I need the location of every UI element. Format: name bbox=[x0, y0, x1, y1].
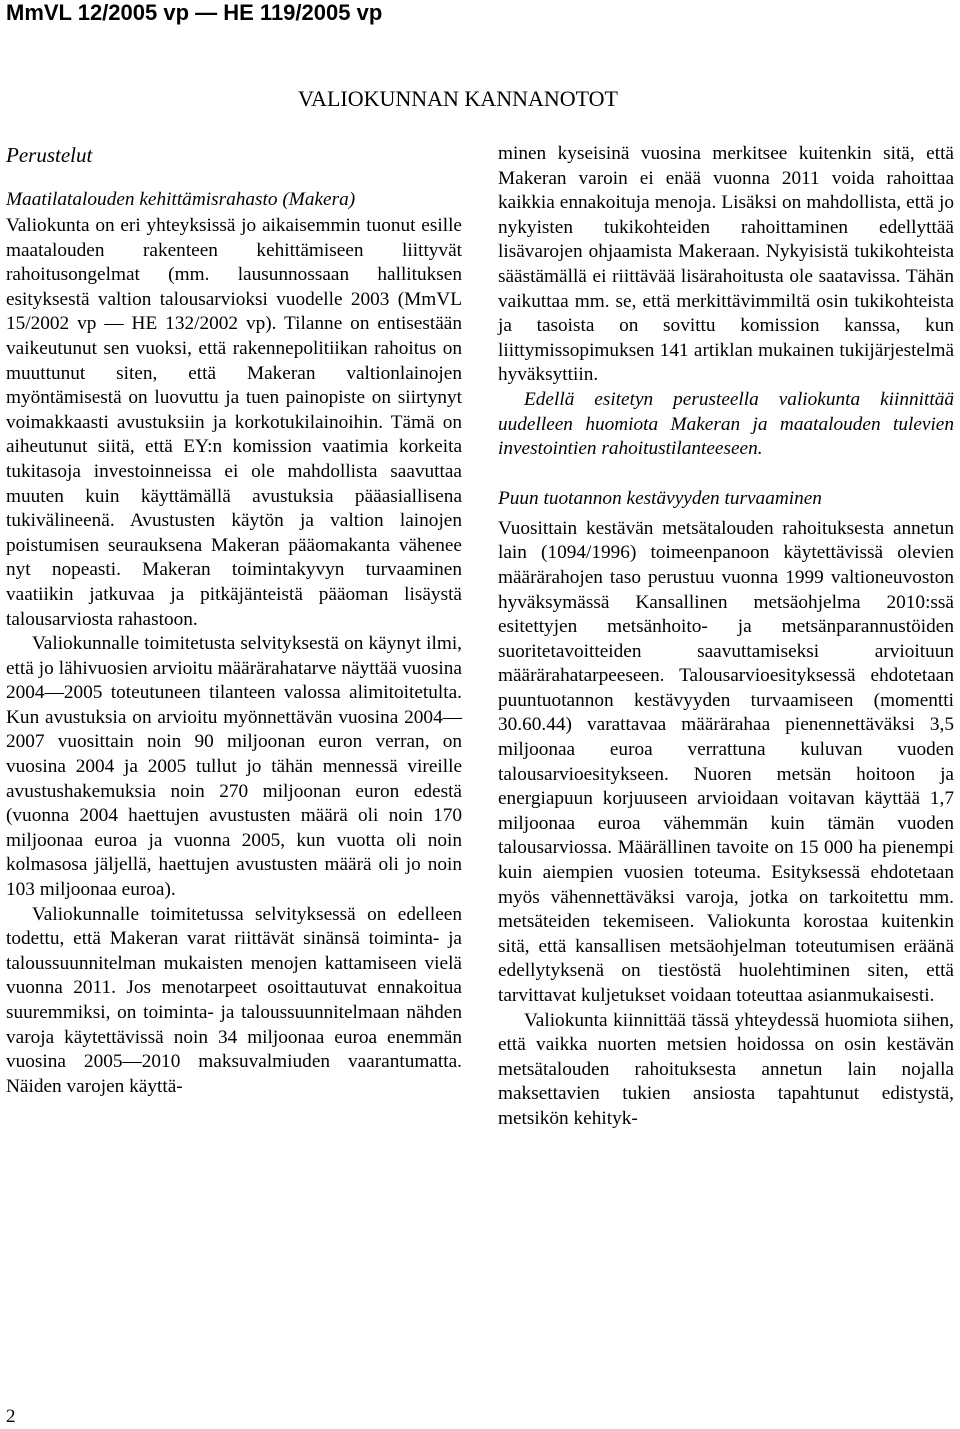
paragraph: Valiokunta on eri yhteyksissä jo aikaisemmin tuonut esille maatalouden rakenteen kehittämiseen liittyvät rahoitusongelmat (mm. lausunnossaan hallituksen esityksestä valtion talousarvioksi vuodelle 2003 (MmVL 15/2002 vp — HE 132/2002 vp). Tilanne on entisestään vaikeutunut sen vuoksi, että rakennepolitiikan rahoitus on muuttunut siten, että Makeran valtionlainojen myöntämisestä on luovuttu ja tuen painopiste on siirtynyt voimakkaasti avustuksiin ja korkotukilainoihin. Tämä on aiheutunut siitä, että EY:n komission vaatimia korkeita tukitasoja investoinneissa ei ole mahdollista saavuttaa muuten kuin käyttämällä avustuksia pääasiallisena tukivälineenä. Avustusten käytön ja valtion lainojen poistumisen seurauksena Makeran pääomakanta vähenee nyt nopeasti. Makeran toimintakyvyn turvaaminen vaatiikin jatkuvaa ja pitkäjänteistä pääoman lisäystä talousarviosta rahastoon. bbox=[6, 215, 462, 630]
committee-statement: Edellä esitetyn perusteella valiokunta kiinnittää uudelleen huomiota Makeran ja maatalouden tulevien investointien rahoitustilanteeseen. bbox=[498, 388, 954, 460]
paragraph: Valiokunnalle toimitetusta selvityksestä on käynyt ilmi, että jo lähivuosien arvioitu määrärahatarve näyttää vuosina 2004—2005 toteutuneen tilanteen valossa alimitoitetulta. Kun avustuksia on arvioitu myönnettävän vuosina 2004—2007 vuosittain noin 90 miljoonan euron verran, on vuosina 2004 ja 2005 tullut jo tähän mennessä vireille avustushakemuksia noin 270 miljoonan euron edestä (vuonna 2004 haettujen avustusten määrä oli noin 170 miljoonaa euroa ja vuonna 2005, kun vuotta oli noin kolmasosa jäljellä, haettujen avustusten määrä oli jo noin 103 miljoonaa euroa). bbox=[6, 633, 462, 901]
left-column bbox=[6, 142, 462, 1099]
heading-perustelut: Perustelut bbox=[6, 143, 93, 167]
paragraph: Valiokunnalle toimitetussa selvityksessä on edelleen todettu, että Makeran varat riittävät sinänsä toiminta- ja taloussuunnitelman mukaisten menojen kattamiseen vielä vuonna 2011. Jos menotarpeet osoittautuvat ennakoitua suuremmiksi, on toiminta- ja taloussuunnitelmaan nähden varoja käytettävissä noin 34 miljoonaa euroa enemmän vuosina 2005—2010 maksuvalmiuden vaarantumatta. Näiden varojen käyttä- bbox=[6, 903, 462, 1097]
running-head: MmVL 12/2005 vp — HE 119/2005 vp bbox=[6, 0, 383, 25]
paragraph: Vuosittain kestävän metsätalouden rahoituksesta annetun lain (1094/1996) toimeenpanoon käytettävissä olevien määrärahojen taso perustuu vuonna 1999 valtioneuvoston hyväksymässä Kansallinen metsäohjelma 2010:ssä esitettyjen metsänhoito- ja metsänparannustöiden suoritetavoitteiden saavuttamiseksi arvioituun määrärahatarpeeseen. Talousarvioesityksessä ehdotetaan puuntuotannon kestävyyden turvaamiseen (momentti 30.60.44) varattavaa määrärahaa pienennettäväksi 3,5 miljoonaa euroa verrattuna kuluvan vuoden talousarvioesitykseen. Nuoren metsän hoitoon ja energiapuun korjuuseen arvioidaan voitavan käyttää 1,7 miljoonaa euroa vähemmän kuin tämän vuoden talousarviossa. Määrällinen tavoite on 15 000 ha pienempi kuin aiempien vuosien toteuma. Esityksessä ehdotetaan myös vähennettäväksi varoja, jotka on tarkoitettu mm. metsäteiden tekemiseen. Valiokunta korostaa kuitenkin sitä, että kansallisen metsäohjelman toteutumisen eräänä edellytyksenä on tiestöstä huolehtiminen siten, että tarvittavat kuljetukset voidaan toteuttaa asianmukaisesti. bbox=[498, 517, 954, 1006]
right-column bbox=[498, 142, 954, 1132]
paragraph-continuation: minen kyseisinä vuosina merkitsee kuitenkin sitä, että Makeran varoin ei enää vuonna 2011 voida rahoittaa kaikkia ennakoituja menoja. Lisäksi on mahdollista, että jo nykyisten tukikohteiden rahoittaminen edellyttää lisävarojen ohjaamista Makeraan. Nykyisistä tukikohteista säästämällä ei riittävää lisärahoitusta ole saatavissa. Tähän vaikuttaa mm. se, että merkittävimmiltä osin tukikohteista ja tasoista on sovittu komission kanssa, kun liittymissopimuksen 141 artiklan mukainen tukijärjestelmä hyväksyttiin. bbox=[498, 143, 954, 386]
section-title: VALIOKUNNAN KANNANOTOT bbox=[298, 86, 618, 111]
subheading-makera: Maatilatalouden kehittämisrahasto (Makera) bbox=[6, 189, 356, 210]
paragraph: Valiokunta kiinnittää tässä yhteydessä huomiota siihen, että vaikka nuorten metsien hoidossa on osin kestävän metsätalouden rahoituksesta annetun lain nojalla maksettavien tukien ansiosta tapahtunut edistystä, metsikön kehityk- bbox=[498, 1009, 954, 1129]
page-number: 2 bbox=[6, 1406, 16, 1427]
subheading-puun-tuotanto: Puun tuotannon kestävyyden turvaaminen bbox=[498, 487, 822, 509]
